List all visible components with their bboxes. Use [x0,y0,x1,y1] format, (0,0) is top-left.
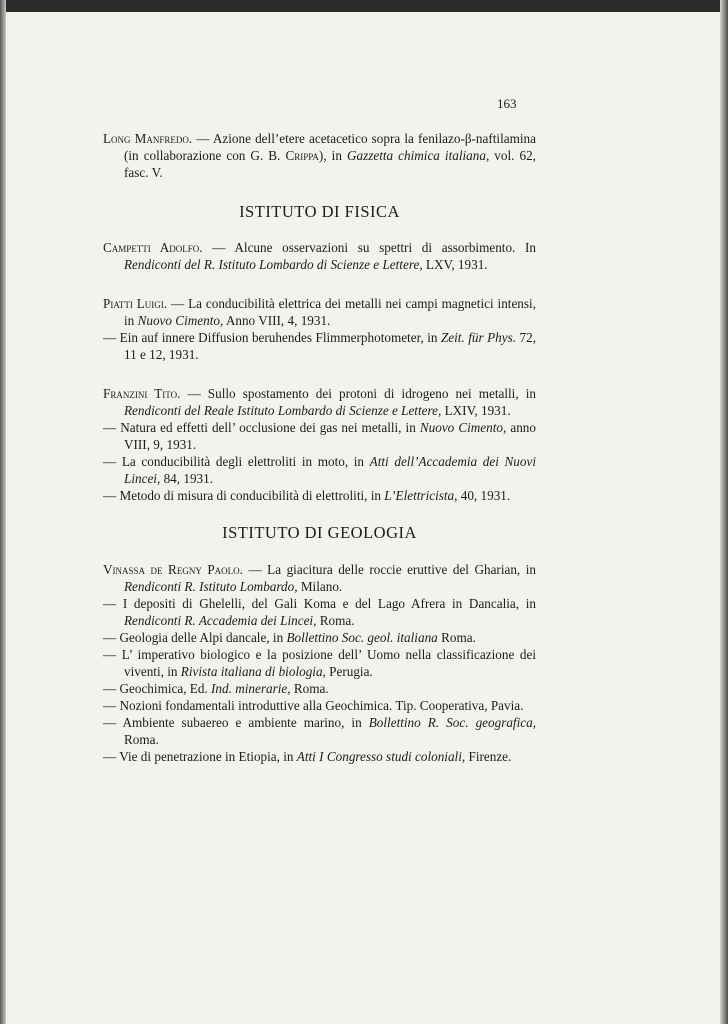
entry-vinassa-6: — Nozioni fondamentali introduttive alla Geochimica. Tip. Cooperativa, Pavia. [103,698,524,713]
entry-vinassa-2: — I depositi di Ghelelli, del Gali Koma e del Lago Afrera in Dancalia, in Rendiconti R. Accademia dei Lincei, Roma. [103,596,536,628]
entry-campetti: Campetti Adolfo. — Alcune osservazioni su spettri di assorbimento. In Rendiconti del R. Istituto Lombardo di Scienze e Lettere, LXV, 1931. [103,240,537,272]
author-name: Long Manfredo. [103,131,193,146]
entry-vinassa-7: — Ambiente subaereo e ambiente marino, in Bollettino R. Soc. geografica, Roma. [103,715,536,747]
section-title-fisica: ISTITUTO DI FISICA [239,202,400,221]
entry-franzini-3: — La conducibilità degli elettroliti in moto, in Atti dell’Accademia dei Nuovi Lincei, 84, 1931. [103,454,536,486]
entry-vinassa-1: Vinassa de Regny Paolo. — La giacitura delle roccie eruttive del Gharian, in Rendiconti R. Istituto Lombardo, Milano. [103,562,536,594]
author-name: Campetti Adolfo. [103,240,203,255]
entry-franzini-1: Franzini Tito. — Sullo spostamento dei protoni di idrogeno nei metalli, in Rendiconti del Reale Istituto Lombardo di Scienze e Lettere, LXIV, 1931. [103,386,537,418]
scan-right-edge [720,0,728,1024]
entry-vinassa-3: — Geologia delle Alpi dancale, in Bollettino Soc. geol. italiana Roma. [103,630,476,645]
entry-piatti-2: — Ein auf innere Diffusion beruhendes Flimmerphotometer, in Zeit. für Phys. 72, 11 e 12, 1931. [103,330,537,362]
scan-left-edge [0,0,6,1024]
entry-franzini-4: — Metodo di misura di conducibilità di elettroliti, in L’Elettricista, 40, 1931. [103,488,511,503]
scan-top-border [0,0,728,12]
entry-franzini-2: — Natura ed effetti dell’ occlusione dei gas nei metalli, in Nuovo Cimento, anno VIII, 9, 1931. [103,420,536,452]
section-title-geologia: ISTITUTO DI GEOLOGIA [222,523,417,542]
entry-vinassa-8: — Vie di penetrazione in Etiopia, in Atti I Congresso studi coloniali, Firenze. [103,749,512,764]
author-name: Franzini Tito. [103,386,181,401]
author-name: Piatti Luigi. [103,296,168,311]
author-name: Vinassa de Regny Paolo. [103,562,243,577]
entry-piatti-1: Piatti Luigi. — La conducibilità elettrica dei metalli nei campi magnetici intensi, in Nuovo Cimento, Anno VIII, 4, 1931. [103,296,536,328]
page-number: 163 [497,96,517,111]
entry-long-manfredo: Long Manfredo. — Azione dell’etere acetacetico sopra la fenilazo-β-naftilamina (in collaborazione con G. B. Crippa), in Gazzetta chimica italiana, vol. 62, fasc. V. [103,131,536,180]
page-content [103,130,536,765]
entry-vinassa-5: — Geochimica, Ed. Ind. minerarie, Roma. [103,681,329,696]
entry-vinassa-4: — L’ imperativo biologico e la posizione dell’ Uomo nella classificazione dei viventi, in Rivista italiana di biologia, Perugia. [103,647,536,679]
